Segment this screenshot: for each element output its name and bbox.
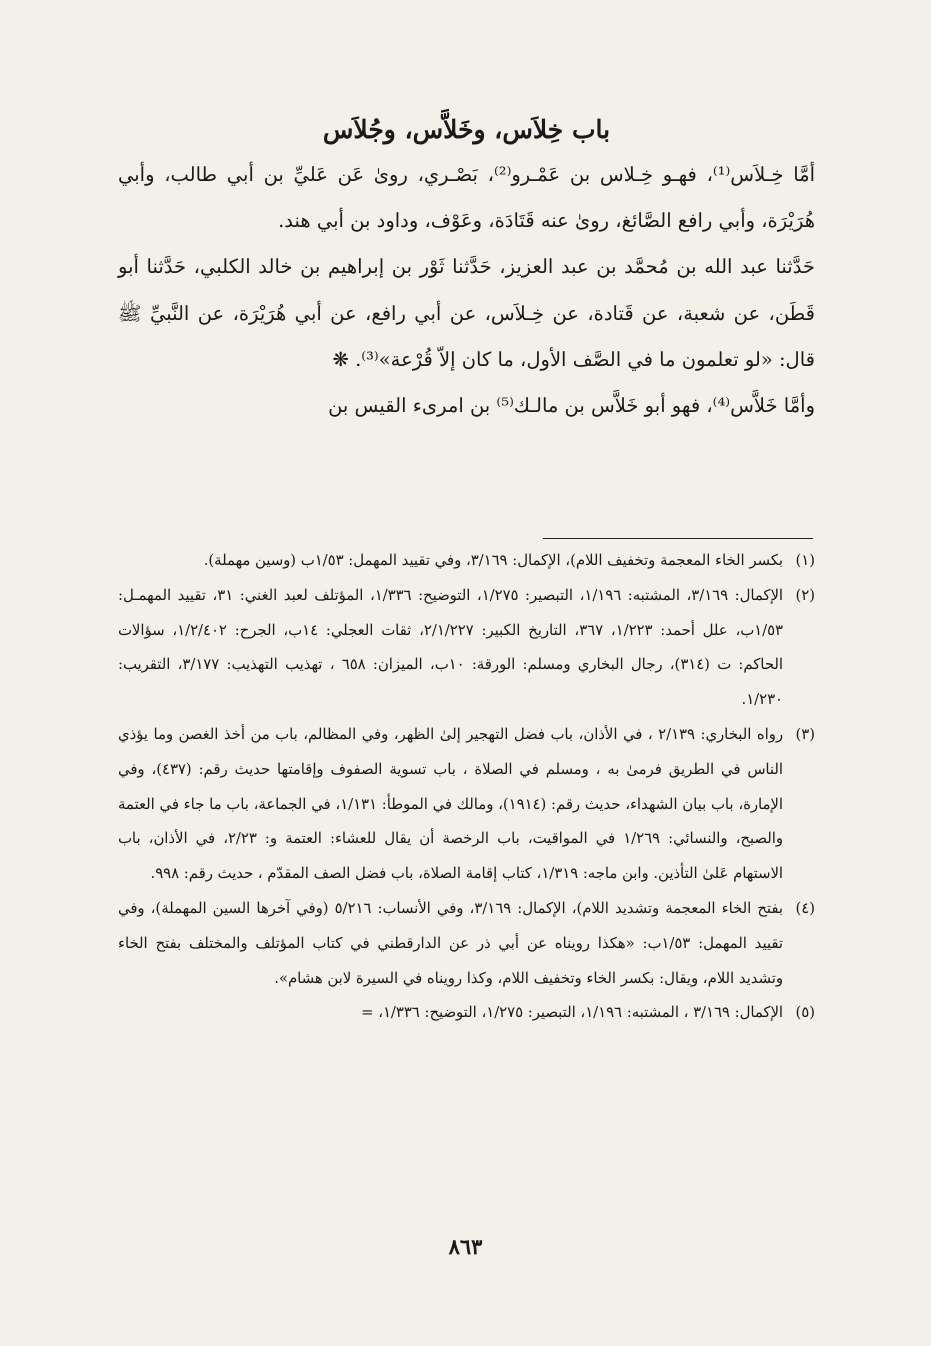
footnote-text: الإكمال: ٣/١٦٩ ، المشتبه: ١/١٩٦، التبصير: ١/٢٧٥، التوضيح: ١/٣٣٦، = [361, 1004, 783, 1022]
footnote-4 [118, 892, 815, 996]
footnote-1 [118, 544, 815, 579]
footnote-divider [543, 538, 813, 539]
paragraph-2: حَدَّثنا عبد الله بن مُحمَّد بن عبد العزيز، حَدَّثنا ثَوْر بن إبراهيم بن خالد الكلبي، حَدَّثنا أبو قَطَن، عن شعبة، عن قَتادة، عن خِـلاَس، عن أبي رافع، عن أبي هُرَيْرَة، عن النَّبيِّ ﷺ قال: «لو تعلمون ما في الصَّف الأول، ما كان إلاّ قُرْعة»⁽³⁾. ❋ [118, 255, 815, 371]
footnote-2 [118, 579, 815, 718]
footnotes [118, 544, 815, 1031]
footnote-number: (٣) [795, 725, 815, 743]
footnote-number: (٥) [795, 1004, 815, 1022]
footnote-text: بفتح الخاء المعجمة وتشديد اللام)، الإكمال: ٣/١٦٩، وفي الأنساب: ٥/٢١٦ (وفي آخرها السين المهملة)، وفي تقييد المهمل: ١/٥٣ب: «هكذا رويناه عن أبي ذر عن الدارقطني في كتاب المؤتلف والمختلف بفتح الخاء وتشديد اللام، ويقال: بكسر الخاء وتخفيف اللام، وكذا رويناه في السيرة لابن هشام». [118, 899, 784, 987]
page-number: ٨٦٣ [448, 1234, 483, 1259]
paragraph-3: وأمَّا خَلاَّس⁽⁴⁾، فهو أبو خَلاَّس بن مالـك⁽⁵⁾ بن امرىء القيس بن [328, 394, 815, 418]
footnote-number: (١) [795, 552, 815, 569]
main-text [118, 152, 815, 429]
footnote-text: رواه البخاري: ٢/١٣٩ ، في الأذان، باب فضل التهجير إلىٰ الظهر، وفي المظالم، باب من أخذ الغصن وما يؤذي الناس في الطريق فرمىٰ به ، ومسلم في الصلاة ، باب تسوية الصفوف وإقامتها حديث رقم: (٤٣٧)، وفي الإمارة، باب بيان الشهداء، حديث رقم: (١٩١٤)، ومالك في الموطأ: ١/١٣١، في الجماعة، باب ما جاء في العتمة والصبح، والنسائي: ١/٢٦٩ في المواقيت، باب الرخصة أن يقال للعشاء: العتمة و: ٢/٢٣، في الأذان، باب الاستهام عَلىٰ التأذين. وابن ماجه: ١/٣١٩، كتاب إقامة الصلاة، باب فضل الصف المقدّم ، حديث رقم: ٩٩٨. [118, 725, 783, 883]
chapter-title: باب خِلاَس، وخَلاَّس، وجُلاَس [322, 115, 611, 144]
paragraph-1: أمَّا خِـلاَس⁽¹⁾، فهـو خِـلاس بن عَمْـرو⁽²⁾، بَصْـري، روىٰ عَن عَليِّ بن أبي طالب، وأبي هُرَيْرَة، وأبي رافع الصَّائغ، روىٰ عنه قَتَادَة، وعَوْف، وداود بن أبي هند. [118, 163, 816, 233]
footnote-5 [118, 996, 815, 1031]
footnote-text: بكسر الخاء المعجمة وتخفيف اللام)، الإكمال: ٣/١٦٩، وفي تقييد المهمل: ١/٥٣ب (وسين مهملة). [203, 552, 783, 569]
footnote-number: (٢) [795, 586, 815, 604]
footnote-3 [118, 718, 815, 892]
footnote-text: الإكمال: ٣/١٦٩، المشتبه: ١/١٩٦، التبصير: ١/٢٧٥، التوضيح: ١/٣٣٦، المؤتلف لعبد الغني: ٣١، تقييد المهمـل: ١/٥٣ب، علل أحمد: ١/٢٢٣، ٣٦٧، التاريخ الكبير: ٢/١/٢٢٧، ثقات العجلي: ١٤ب، الجرح: ١/٢/٤٠٢، سؤالات الحاكم: ت (٣١٤)، رجال البخاري ومسلم: الورقة: ١٠ب، الميزان: ٦٥٨ ، تهذيب التهذيب: ٣/١٧٧، التقريب: ١/٢٣٠. [118, 586, 783, 709]
footnote-number: (٤) [795, 899, 815, 917]
